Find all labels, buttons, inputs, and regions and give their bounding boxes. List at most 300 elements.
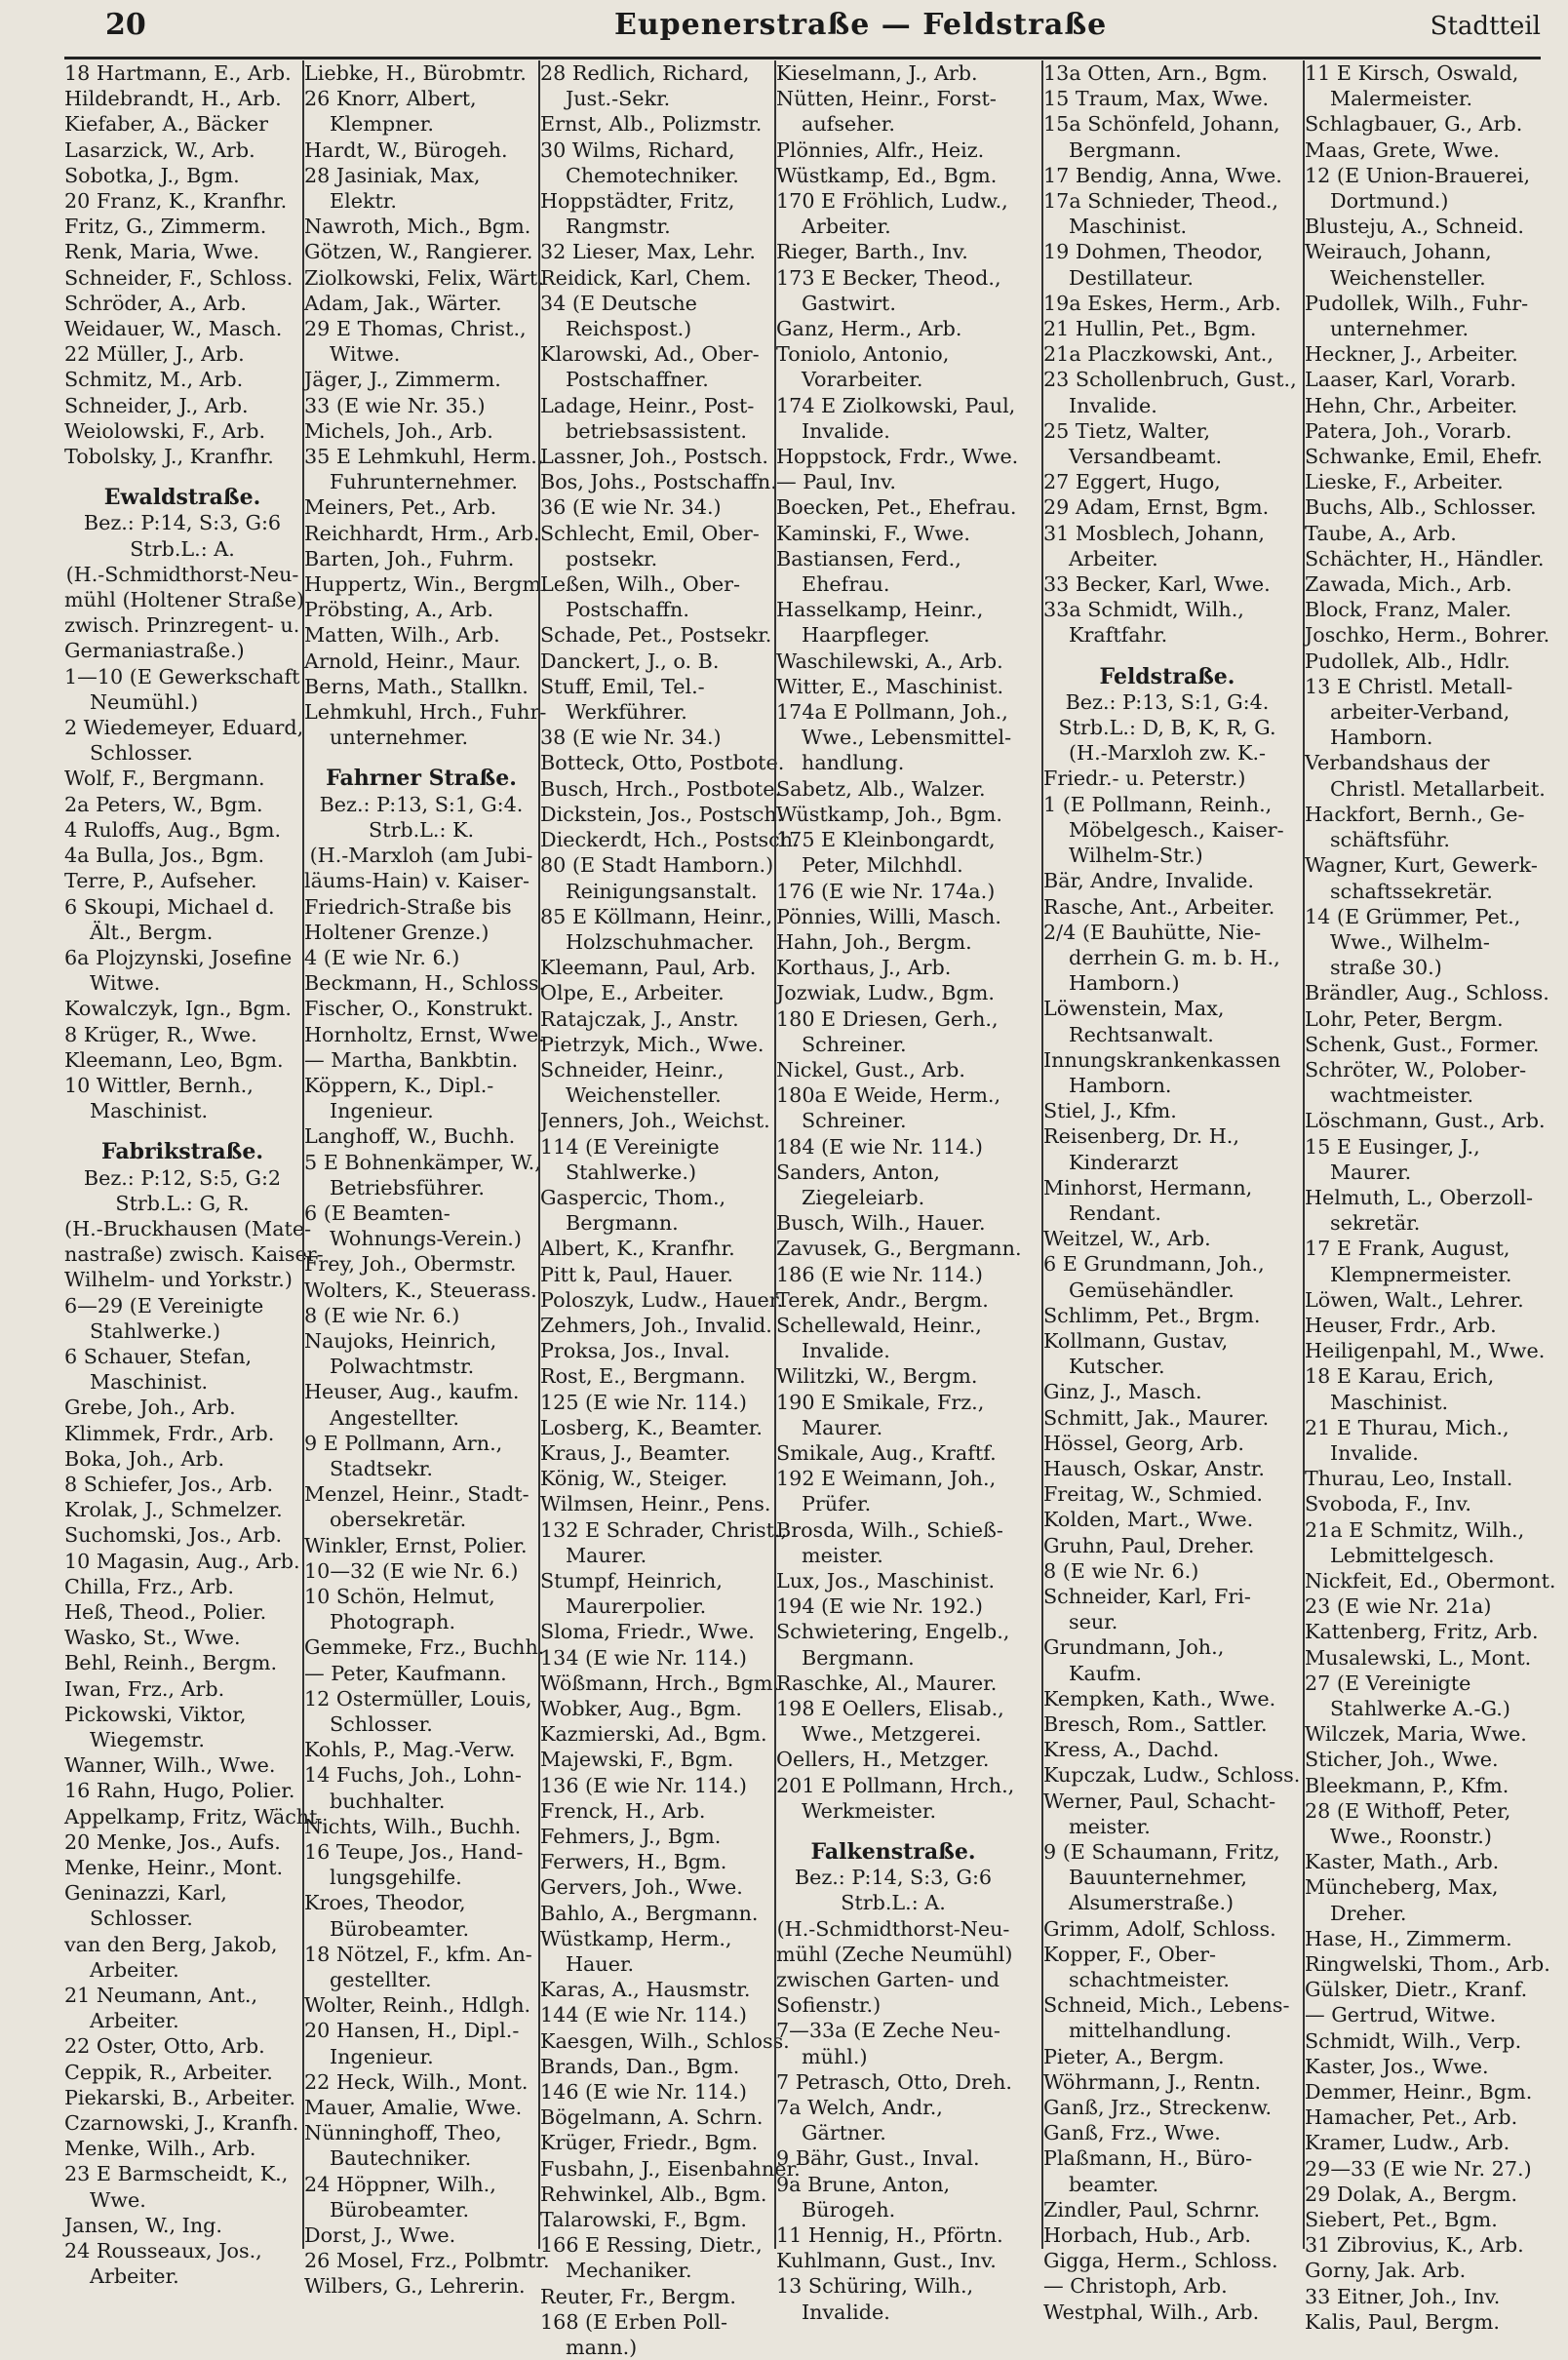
column-1 [64, 60, 324, 2289]
page-number: 20 [105, 8, 146, 42]
directory-entry: 27 Eggert, Hugo, [1043, 470, 1221, 494]
directory-entry: Götzen, W., Rangierer. [304, 240, 533, 264]
directory-entry: 136 (E wie Nr. 114.) [540, 1773, 747, 1797]
directory-entry: Terre, P., Aufseher. [64, 869, 257, 893]
directory-entry: Weidauer, W., Masch. [64, 317, 283, 341]
directory-entry: — Peter, Kaufmann. [304, 1661, 507, 1685]
directory-entry: 4 Ruloffs, Aug., Bgm. [64, 817, 282, 842]
directory-entry: Witter, E., Maschinist. [776, 674, 1004, 698]
directory-entry: Hase, H., Zimmerm. [1305, 1926, 1512, 1950]
section-label: Stadtteil [1430, 12, 1541, 41]
directory-entry: Wilitzki, W., Bergm. [776, 1364, 978, 1389]
directory-entry: Kaster, Jos., Wwe. [1305, 2054, 1489, 2078]
directory-entry: Dorst, J., Wwe. [304, 2223, 456, 2248]
directory-entry: König, W., Steiger. [540, 1467, 728, 1491]
street-info: Strb.L.: D, B, K, R, G. [1058, 716, 1276, 740]
entry-continuation: Kinderarzt [1069, 1150, 1179, 1174]
directory-entry: 34 (E Deutsche [540, 291, 697, 315]
entry-continuation: Invalide. [1330, 1440, 1419, 1465]
directory-entry: Pudollek, Wilh., Fuhr- [1305, 291, 1529, 315]
directory-entry: Buchs, Alb., Schlosser. [1305, 495, 1537, 520]
directory-entry: Dieckerdt, Hch., Postsch. [540, 828, 800, 852]
directory-entry: Grundmann, Joh., [1043, 1635, 1225, 1660]
directory-entry: 1 (E Pollmann, Reinh., [1043, 792, 1273, 816]
directory-entry: Kiefaber, A., Bäcker [64, 112, 269, 137]
directory-entry: 9a Brune, Anton, [776, 2172, 951, 2196]
entry-continuation: Hauer. [566, 1952, 635, 1977]
entry-continuation: Destillateur. [1069, 265, 1195, 290]
directory-entry: 22 Heck, Wilh., Mont. [304, 2069, 529, 2094]
directory-entry: 8 (E wie Nr. 6.) [304, 1303, 460, 1327]
directory-entry: 4 (E wie Nr. 6.) [304, 945, 460, 969]
directory-entry: Heiligenpahl, M., Wwe. [1305, 1339, 1546, 1363]
directory-entry: Svoboda, F., Inv. [1305, 1492, 1471, 1516]
directory-entry: Reidick, Karl, Chem. [540, 265, 752, 290]
directory-entry: mühl (Zeche Neumühl) [776, 1942, 1013, 1966]
directory-entry: Heuser, Aug., kaufm. [304, 1380, 520, 1404]
directory-entry: 10 Magasin, Aug., Arb. [64, 1549, 300, 1573]
street-heading: Falkenstraße. [810, 1839, 976, 1866]
directory-entry: Bresch, Rom., Sattler. [1043, 1712, 1268, 1736]
directory-entry: 36 (E wie Nr. 34.) [540, 495, 722, 520]
directory-entry: Verbandshaus der [1305, 751, 1490, 775]
entry-continuation: Schlosser. [330, 1712, 433, 1736]
directory-entry: 166 E Ressing, Dietr., [540, 2233, 763, 2258]
directory-entry: 6a Plojzynski, Josefine [64, 945, 293, 969]
directory-entry: 194 (E wie Nr. 192.) [776, 1594, 983, 1619]
entry-continuation: Versandbeamt. [1069, 445, 1223, 469]
entry-continuation: Alsumerstraße.) [1069, 1891, 1235, 1915]
directory-entry: Pudollek, Alb., Hdlr. [1305, 649, 1510, 673]
directory-entry: Lohr, Peter, Bergm. [1305, 1006, 1504, 1031]
directory-entry: Sanders, Anton, [776, 1160, 940, 1184]
directory-entry: Langhoff, W., Buchh. [304, 1124, 516, 1149]
directory-entry: Nickfeit, Ed., Obermont. [1305, 1568, 1556, 1593]
directory-entry: Schlecht, Emil, Ober- [540, 521, 760, 545]
entry-continuation: schachtmeister. [1069, 1968, 1230, 1992]
directory-entry: Pröbsting, A., Arb. [304, 598, 494, 622]
entry-continuation: Wwe., Wilhelm- [1330, 929, 1490, 954]
directory-entry: 30 Wilms, Richard, [540, 138, 735, 162]
directory-entry: Schwietering, Engelb., [776, 1620, 1010, 1644]
street-info: Strb.L.: K. [368, 817, 475, 842]
directory-entry: 7a Welch, Andr., [776, 2096, 943, 2120]
directory-entry: Fehmers, J., Bgm. [540, 1825, 722, 1849]
directory-entry: Renk, Maria, Wwe. [64, 240, 260, 264]
directory-entry: Innungskrankenkassen [1043, 1047, 1281, 1072]
street-info: Bez.: P:13, S:1, G:4. [1065, 689, 1270, 714]
entry-continuation: Hamborn.) [1069, 971, 1180, 996]
directory-entry: 198 E Oellers, Elisab., [776, 1697, 1004, 1720]
entry-continuation: Maurerpolier. [566, 1594, 707, 1619]
entry-continuation: Arbeiter. [90, 2009, 179, 2033]
directory-entry: Siebert, Pet., Bgm. [1305, 2208, 1498, 2232]
directory-entry: Plönnies, Alfr., Heiz. [776, 138, 985, 162]
directory-entry: Arnold, Heinr., Maur. [304, 649, 522, 673]
street-info: Strb.L.: A. [130, 536, 235, 561]
directory-entry: Kress, A., Dachd. [1043, 1738, 1220, 1762]
directory-entry: 28 (E Withoff, Peter, [1305, 1798, 1511, 1823]
directory-entry: Kraus, J., Beamter. [540, 1440, 731, 1465]
entry-continuation: Ehefrau. [802, 572, 890, 597]
directory-entry: 9 (E Schaumann, Fritz, [1043, 1840, 1280, 1865]
entry-continuation: mühl.) [802, 2044, 868, 2068]
directory-entry: Ziolkowski, Felix, Wärt. [304, 265, 544, 290]
directory-entry: Bleekmann, P., Kfm. [1305, 1773, 1509, 1797]
directory-entry: Boecken, Pet., Ehefrau. [776, 495, 1017, 520]
entry-continuation: Dortmund.) [1330, 189, 1449, 214]
directory-entry: Jansen, W., Ing. [64, 2213, 222, 2237]
directory-entry: 33 Eitner, Joh., Inv. [1305, 2284, 1501, 2308]
entry-continuation: Wilhelm-Str.) [1069, 844, 1203, 868]
directory-entry: 29—33 (E wie Nr. 27.) [1305, 2156, 1532, 2181]
directory-entry: 6 (E Beamten- [304, 1200, 451, 1225]
directory-entry: Wolters, K., Steuerass. [304, 1278, 537, 1302]
directory-entry: Ladage, Heinr., Post- [540, 393, 755, 417]
directory-entry: Schlimm, Pet., Brgm. [1043, 1303, 1261, 1327]
directory-entry: Matten, Wilh., Arb. [304, 623, 500, 648]
entry-continuation: Dreher. [1330, 1901, 1407, 1925]
directory-entry: Schröder, A., Arb. [64, 291, 247, 315]
directory-entry: 29 Dolak, A., Bergm. [1305, 2182, 1518, 2206]
directory-entry: Kempken, Kath., Wwe. [1043, 1686, 1276, 1711]
directory-entry: 7 Petrasch, Otto, Dreh. [776, 2069, 1012, 2094]
spacer [304, 750, 538, 766]
directory-entry: Klimmek, Frdr., Arb. [64, 1421, 275, 1445]
directory-entry: Nichts, Wilh., Buchh. [304, 1814, 522, 1838]
street-info: (H.-Schmidthorst-Neu- [776, 1916, 1010, 1941]
directory-entry: Schwanke, Emil, Ehefr. [1305, 445, 1543, 469]
directory-entry: 21 Hullin, Pet., Bgm. [1043, 317, 1257, 341]
entry-continuation: Holzschuhmacher. [566, 929, 755, 954]
entry-continuation: Betriebsführer. [330, 1175, 485, 1200]
directory-entry: 114 (E Vereinigte [540, 1134, 720, 1159]
directory-entry: Reisenberg, Dr. H., [1043, 1124, 1239, 1149]
directory-entry: Heuser, Frdr., Arb. [1305, 1313, 1497, 1337]
directory-entry: Laaser, Karl, Vorarb. [1305, 368, 1516, 392]
column-3 [538, 60, 801, 2360]
directory-entry: Bär, Andre, Invalide. [1043, 869, 1254, 893]
directory-entry: 29 Adam, Ernst, Bgm. [1043, 495, 1270, 520]
directory-entry: Hehn, Chr., Arbeiter. [1305, 393, 1518, 417]
directory-entry: Gruhn, Paul, Dreher. [1043, 1533, 1255, 1557]
directory-entry: Kaminski, F., Wwe. [776, 521, 970, 545]
page-title: Eupenerstraße — Feldstraße [614, 8, 1108, 42]
directory-entry: 15 E Eusinger, J., [1305, 1134, 1480, 1159]
directory-entry: Liebke, H., Bürobmtr. [304, 61, 527, 85]
directory-entry: Reichhardt, Hrm., Arb. [304, 521, 540, 545]
directory-entry: Schmidt, Wilh., Verp. [1305, 2028, 1522, 2053]
entry-continuation: Witwe. [90, 971, 161, 996]
directory-entry: Nünninghoff, Theo, [304, 2121, 502, 2145]
directory-entry: Zawada, Mich., Arb. [1305, 572, 1512, 597]
directory-entry: Nütten, Heinr., Forst- [776, 87, 997, 111]
street-info: (H.-Marxloh zw. K.- [1068, 741, 1267, 766]
entry-continuation: Stahlwerke.) [90, 1318, 221, 1343]
directory-entry: 28 Jasiniak, Max, [304, 163, 481, 187]
entry-continuation: Chemotechniker. [566, 163, 739, 187]
directory-entry: Leßen, Wilh., Ober- [540, 572, 741, 597]
directory-entry: 19 Dohmen, Theodor, [1043, 240, 1264, 264]
entry-continuation: Postschaffn. [566, 598, 689, 622]
directory-entry: Werner, Paul, Schacht- [1043, 1789, 1276, 1813]
entry-continuation: gestellter. [330, 1968, 432, 1992]
directory-entry: Hardt, W., Bürogeh. [304, 138, 508, 162]
directory-entry: 10 Schön, Helmut, [304, 1584, 495, 1608]
directory-entry: Berns, Math., Stallkn. [304, 674, 529, 698]
directory-entry: 10—32 (E wie Nr. 6.) [304, 1558, 519, 1583]
directory-entry: Kaesgen, Wilh., Schloss. [540, 2028, 790, 2053]
entry-continuation: Angestellter. [330, 1405, 459, 1430]
directory-entry: 31 Mosblech, Johann, [1043, 521, 1265, 545]
directory-entry: Ganß, Jrz., Streckenw. [1043, 2096, 1273, 2120]
directory-entry: Adam, Jak., Wärter. [304, 291, 502, 315]
directory-entry: Minhorst, Hermann, [1043, 1175, 1253, 1200]
directory-entry: Gigga, Herm., Schloss. [1043, 2249, 1278, 2273]
directory-entry: Germaniastraße.) [64, 639, 245, 663]
entry-continuation: Wwe., Lebensmittel- [802, 726, 1012, 750]
entry-continuation: wachtmeister. [1330, 1083, 1474, 1108]
entry-continuation: Bauunternehmer, [1069, 1866, 1247, 1890]
street-info: Strb.L.: G, R. [115, 1191, 250, 1215]
directory-entry: Korthaus, J., Arb. [776, 956, 952, 980]
directory-entry: 18 Nötzel, F., kfm. An- [304, 1942, 532, 1966]
directory-entry: Grimm, Adolf, Schloss. [1043, 1916, 1276, 1941]
directory-entry: 15 Traum, Max, Wwe. [1043, 87, 1270, 111]
directory-entry: Hornholtz, Ernst, Wwe. [304, 1022, 545, 1046]
directory-entry: 23 Schollenbruch, Gust., [1043, 368, 1297, 392]
directory-entry: Hildebrandt, H., Arb. [64, 87, 282, 111]
directory-entry: 12 (E Union-Brauerei, [1305, 163, 1531, 187]
directory-entry: 9 E Pollmann, Arn., [304, 1431, 503, 1455]
directory-entry: 5 E Bohnenkämper, W., [304, 1150, 541, 1174]
entry-continuation: Bergmann. [566, 1211, 679, 1236]
directory-entry: Pieter, A., Bergm. [1043, 2044, 1225, 2068]
directory-entry: Smikale, Aug., Kraftf. [776, 1440, 997, 1465]
directory-entry: Karas, A., Hausmstr. [540, 1978, 751, 2002]
entry-continuation: Arbeiter. [90, 2264, 179, 2289]
entry-continuation: Hamborn. [1330, 726, 1433, 750]
directory-entry: Joschko, Herm., Bohrer. [1305, 623, 1550, 648]
directory-entry: 15a Schönfeld, Johann, [1043, 112, 1280, 137]
directory-entry: 174a E Pollmann, Joh., [776, 700, 1008, 725]
directory-entry: Block, Franz, Maler. [1305, 598, 1512, 622]
directory-entry: 33 (E wie Nr. 35.) [304, 393, 486, 417]
entry-continuation: Hamborn. [1069, 1073, 1172, 1097]
directory-entry: Schlagbauer, G., Arb. [1305, 112, 1523, 137]
directory-entry: Westphal, Wilh., Arb. [1043, 2300, 1260, 2324]
directory-entry: Ferwers, H., Bgm. [540, 1850, 727, 1874]
entry-continuation: Maurer. [1330, 1160, 1412, 1184]
entry-continuation: Rendant. [1069, 1200, 1161, 1225]
directory-entry: 134 (E wie Nr. 114.) [540, 1645, 747, 1670]
directory-entry: — Christoph, Arb. [1043, 2274, 1228, 2299]
directory-entry: Kramer, Ludw., Arb. [1305, 2131, 1510, 2155]
directory-entry: 2 Wiedemeyer, Eduard, [64, 716, 304, 740]
directory-entry: 6 Skoupi, Michael d. [64, 894, 275, 919]
directory-entry: Müncheberg, Max, [1305, 1875, 1499, 1900]
directory-entry: Hausch, Oskar, Anstr. [1043, 1456, 1265, 1480]
directory-entry: Klarowski, Ad., Ober- [540, 342, 760, 367]
directory-entry: läums-Hain) v. Kaiser- [304, 869, 529, 893]
directory-entry: Gorny, Jak. Arb. [1305, 2259, 1467, 2283]
street-info: Bez.: P:13, S:1, G:4. [319, 792, 524, 816]
street-heading: Fahrner Straße. [326, 766, 517, 792]
directory-entry: Weiolowski, F., Arb. [64, 418, 266, 443]
directory-entry: Busch, Wilh., Hauer. [776, 1211, 986, 1236]
entry-continuation: Fuhrunternehmer. [330, 470, 518, 494]
directory-entry: Frenck, H., Arb. [540, 1798, 706, 1823]
directory-entry: Kroes, Theodor, [304, 1891, 466, 1915]
entry-continuation: Invalide. [802, 418, 890, 443]
directory-entry: Kolden, Mart., Wwe. [1043, 1508, 1254, 1532]
directory-entry: Friedr.- u. Peterstr.) [1043, 767, 1246, 791]
directory-entry: 85 E Köllmann, Heinr., [540, 904, 772, 928]
entry-continuation: Just.-Sekr. [566, 87, 671, 111]
entry-continuation: Reichspost.) [566, 317, 692, 341]
entry-continuation: Wiegemstr. [90, 1728, 205, 1751]
spacer [776, 1824, 1010, 1839]
directory-entry: Schneider, J., Arb. [64, 393, 249, 417]
directory-entry: 32 Lieser, Max, Lehr. [540, 240, 756, 264]
directory-entry: Hoppstock, Frdr., Wwe. [776, 445, 1019, 469]
directory-entry: Zehmers, Joh., Invalid. [540, 1313, 772, 1337]
directory-entry: 16 Rahn, Hugo, Polier. [64, 1779, 295, 1803]
column-6 [1303, 60, 1556, 2334]
directory-entry: 170 E Fröhlich, Ludw., [776, 189, 1008, 214]
directory-entry: Waschilewski, A., Arb. [776, 649, 1003, 673]
entry-continuation: Stadtsekr. [330, 1456, 433, 1480]
directory-entry: Schneider, Karl, Fri- [1043, 1584, 1251, 1608]
directory-entry: Ceppik, R., Arbeiter. [64, 2060, 273, 2084]
entry-continuation: Peter, Milchhdl. [802, 853, 963, 878]
directory-entry: 33a Schmidt, Wilh., [1043, 598, 1244, 622]
directory-entry: Ringwelski, Thom., Arb. [1305, 1952, 1550, 1977]
directory-entry: 6 E Grundmann, Joh., [1043, 1252, 1265, 1277]
entry-continuation: aufseher. [802, 112, 895, 137]
entry-continuation: Haarpfleger. [802, 623, 930, 648]
directory-entry: Hahn, Joh., Bergm. [776, 929, 972, 954]
directory-entry: Bos, Johs., Postschaffn. [540, 470, 777, 494]
directory-entry: Naujoks, Heinrich, [304, 1328, 497, 1353]
entry-continuation: arbeiter-Verband, [1330, 700, 1510, 725]
directory-entry: Mauer, Amalie, Wwe. [304, 2096, 523, 2120]
header-rule [64, 57, 1541, 59]
entry-continuation: Reinigungsanstalt. [566, 879, 758, 903]
directory-entry: Majewski, F., Bgm. [540, 1748, 734, 1772]
directory-entry: Busch, Hrch., Postbote. [540, 776, 782, 801]
directory-entry: 17 E Frank, August, [1305, 1237, 1510, 1261]
directory-entry: 23 (E wie Nr. 21a) [1305, 1594, 1492, 1619]
directory-entry: Wobker, Aug., Bgm. [540, 1697, 742, 1720]
directory-entry: Pickowski, Viktor, [64, 1702, 247, 1726]
directory-entry: 28 Redlich, Richard, [540, 61, 750, 85]
directory-entry: Danckert, J., o. B. [540, 649, 720, 673]
directory-entry: Ratajczak, J., Anstr. [540, 1006, 739, 1031]
directory-entry: Hamacher, Pet., Arb. [1305, 2105, 1518, 2130]
entry-continuation: Schreiner. [802, 1032, 907, 1056]
directory-entry: Lassner, Joh., Postsch. [540, 445, 769, 469]
directory-entry: 8 (E wie Nr. 6.) [1043, 1558, 1199, 1583]
directory-entry: Losberg, K., Beamter. [540, 1415, 763, 1439]
directory-entry: Stumpf, Heinrich, [540, 1568, 723, 1593]
directory-entry: Boka, Joh., Arb. [64, 1446, 225, 1471]
directory-entry: Dickstein, Jos., Postsch. [540, 802, 784, 826]
directory-entry: Blusteju, A., Schneid. [1305, 215, 1524, 239]
entry-continuation: beamter. [1069, 2172, 1159, 2196]
directory-entry: 175 E Kleinbongardt, [776, 828, 996, 852]
directory-entry: Suchomski, Jos., Arb. [64, 1523, 283, 1548]
directory-entry: 168 (E Erben Poll- [540, 2309, 727, 2334]
directory-entry: van den Berg, Jakob, [64, 1932, 278, 1956]
directory-entry: 13a Otten, Arn., Bgm. [1043, 61, 1269, 85]
directory-entry: Menzel, Heinr., Stadt- [304, 1482, 529, 1507]
directory-entry: Schneider, F., Schloss. [64, 265, 294, 290]
directory-entry: Winkler, Ernst, Polier. [304, 1533, 528, 1557]
entry-continuation: Ingenieur. [330, 1099, 434, 1123]
directory-entry: — Martha, Bankbtin. [304, 1047, 519, 1072]
directory-entry: 17 Bendig, Anna, Wwe. [1043, 163, 1282, 187]
entry-continuation: schäftsführ. [1330, 828, 1450, 852]
entry-continuation: Bürobeamter. [330, 2197, 470, 2222]
entry-continuation: postsekr. [566, 546, 658, 570]
directory-entry: 4a Bulla, Jos., Bgm. [64, 844, 265, 868]
directory-entry: 21 E Thurau, Mich., [1305, 1415, 1509, 1439]
entry-continuation: Postschaffner. [566, 368, 709, 392]
directory-entry: Menke, Heinr., Mont. [64, 1856, 284, 1880]
directory-entry: 80 (E Stadt Hamborn.) [540, 853, 774, 878]
directory-entry: Frey, Joh., Obermstr. [304, 1252, 517, 1277]
directory-entry: Hössel, Georg, Arb. [1043, 1431, 1244, 1455]
directory-entry: Pietrzyk, Mich., Wwe. [540, 1032, 764, 1056]
directory-entry: Kaster, Math., Arb. [1305, 1850, 1500, 1874]
directory-entry: mühl (Holtener Straße) [64, 588, 305, 612]
directory-entry: Musalewski, L., Mont. [1305, 1645, 1532, 1670]
directory-entry: 132 E Schrader, Christ., [540, 1517, 788, 1542]
entry-continuation: Schlosser. [90, 741, 193, 766]
entry-continuation: seur. [1069, 1610, 1118, 1634]
column-2 [302, 60, 550, 2299]
directory-entry: Zavusek, G., Bergmann. [776, 1237, 1022, 1261]
directory-entry: Grebe, Joh., Arb. [64, 1396, 236, 1420]
entry-continuation: Ziegeleiarb. [802, 1185, 925, 1209]
directory-entry: Hoppstädter, Fritz, [540, 189, 735, 214]
entry-continuation: Bergmann. [802, 1645, 915, 1670]
entry-continuation: Polwachtmstr. [330, 1355, 475, 1379]
directory-entry: Gervers, Joh., Wwe. [540, 1875, 743, 1900]
directory-entry: Appelkamp, Fritz, Wächt. [64, 1804, 324, 1829]
directory-entry: zwisch. Prinzregent- u. [64, 613, 300, 638]
directory-entry: Wüstkamp, Herm., [540, 1926, 732, 1950]
directory-entry: 174 E Ziolkowski, Paul, [776, 393, 1016, 417]
directory-entry: Demmer, Heinr., Bgm. [1305, 2080, 1533, 2104]
directory-entry: Fritz, G., Zimmerm. [64, 215, 267, 239]
entry-continuation: Ält., Bergm. [90, 920, 214, 944]
directory-entry: 33 Becker, Karl, Wwe. [1043, 572, 1271, 597]
directory-entry: 20 Hansen, H., Dipl.- [304, 2019, 520, 2043]
directory-entry: Wanner, Wilh., Wwe. [64, 1753, 276, 1778]
directory-entry: Schröter, W., Polober- [1305, 1057, 1527, 1082]
directory-entry: Kupczak, Ludw., Schloss. [1043, 1763, 1301, 1788]
directory-entry: Menke, Wilh., Arb. [64, 2137, 256, 2161]
directory-entry: Rasche, Ant., Arbeiter. [1043, 894, 1275, 919]
directory-entry: Heß, Theod., Polier. [64, 1599, 267, 1624]
column-4 [774, 60, 1022, 2324]
directory-entry: Löschmann, Gust., Arb. [1305, 1109, 1546, 1133]
street-info: (H.-Marxloh (am Jubi- [309, 844, 533, 868]
entry-continuation: Werkmeister. [802, 1798, 937, 1823]
directory-entry: Friedrich-Straße bis [304, 894, 512, 919]
